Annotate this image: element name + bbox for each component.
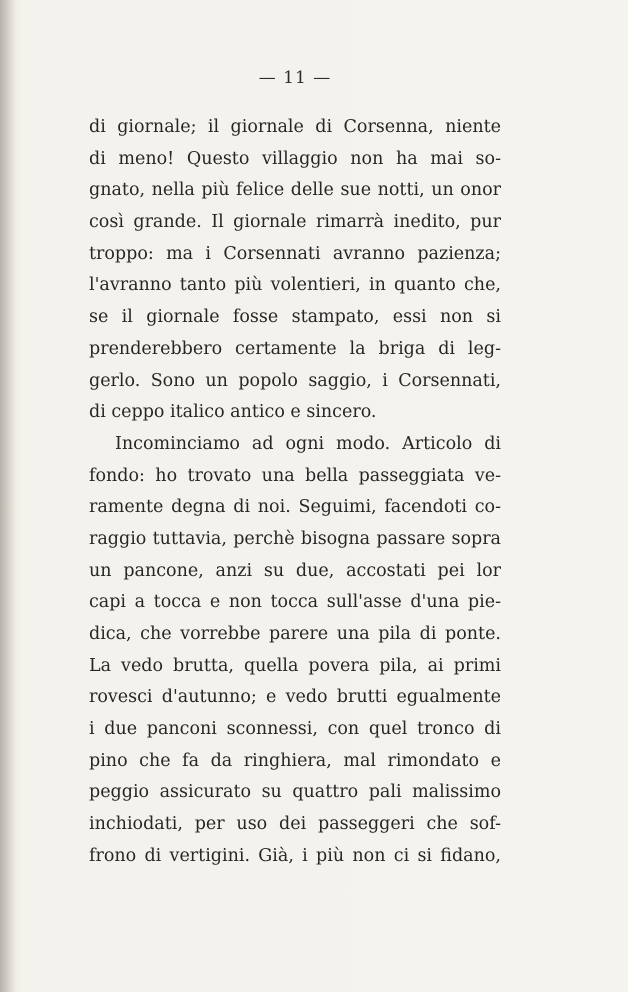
text-line: se il giornale fosse stampato, essi non si <box>89 307 501 328</box>
text-line: raggio tuttavia, perchè bisogna passare sopra <box>89 528 501 549</box>
text-line: ramente degna di noi. Seguimi, facendoti co- <box>89 497 501 518</box>
paragraph-end-line: di ceppo italico antico e sincero. <box>89 402 377 423</box>
body-text <box>89 112 501 873</box>
text-line: troppo: ma i Corsennati avranno pazienza; <box>89 243 501 264</box>
text-line: i due panconi sconnessi, con quel tronco di <box>89 719 501 740</box>
text-line: gerlo. Sono un popolo saggio, i Corsennati, <box>89 370 501 391</box>
paragraph-start-line: Incominciamo ad ogni modo. Articolo di <box>115 433 501 454</box>
text-line: di giornale; il giornale di Corsenna, niente <box>89 117 501 137</box>
text-line: così grande. Il giornale rimarrà inedito, pur <box>89 212 501 233</box>
text-line: dica, che vorrebbe parere una pila di ponte. <box>89 624 501 644</box>
text-line: capi a tocca e non tocca sull'asse d'una pie- <box>89 592 501 613</box>
text-line: La vedo brutta, quella povera pila, ai primi <box>89 655 501 676</box>
text-line: pino che fa da ringhiera, mal rimondato e <box>89 750 501 771</box>
text-line: di meno! Questo villaggio non ha mai so- <box>89 148 501 169</box>
text-line: prenderebbero certamente la briga di leg- <box>89 338 501 359</box>
page-binding-shadow <box>0 0 16 992</box>
text-line: l'avranno tanto più volentieri, in quanto che, <box>89 275 501 296</box>
text-line: un pancone, anzi su due, accostati pei lor <box>89 560 501 581</box>
text-line: fondo: ho trovato una bella passeggiata ve- <box>89 465 501 486</box>
text-line: rovesci d'autunno; e vedo brutti egualmente <box>89 687 501 708</box>
text-line: gnato, nella più felice delle sue notti, un onor <box>89 180 501 201</box>
text-line: peggio assicurato su quattro pali malissimo <box>89 782 501 803</box>
text-line: inchiodati, per uso dei passeggeri che sof- <box>89 814 501 835</box>
text-line: frono di vertigini. Già, i più non ci si fidano, <box>89 845 501 866</box>
page-number: — 11 — <box>258 68 332 88</box>
